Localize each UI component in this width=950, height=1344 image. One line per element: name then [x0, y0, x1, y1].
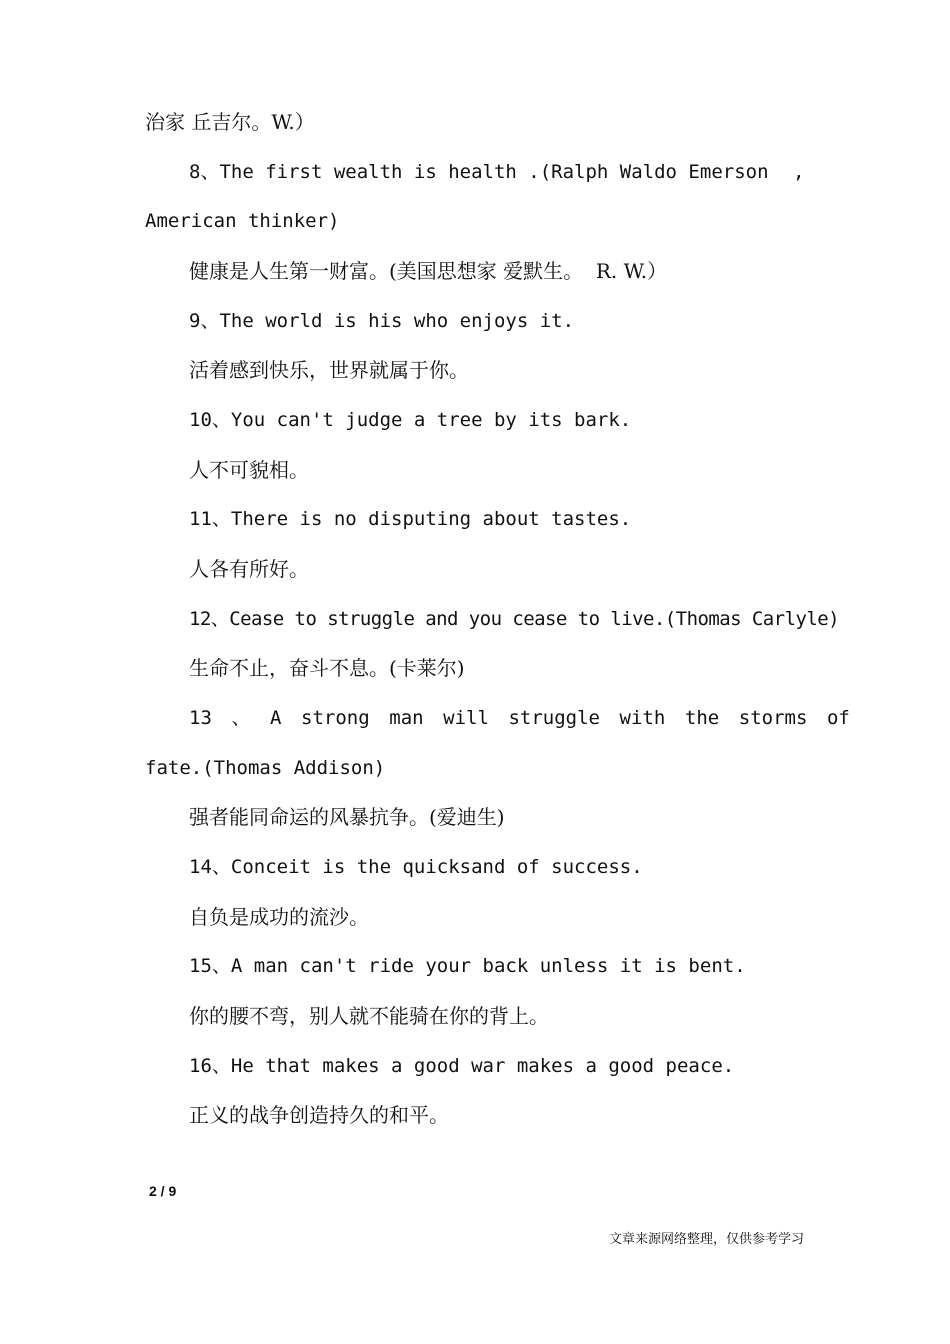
- word: 13: [189, 707, 212, 729]
- quote-8-chinese: 健康是人生第一财富。(美国思想家 爱默生。 R. W.）: [189, 259, 668, 283]
- quote-13-chinese: 强者能同命运的风暴抗争。(爱迪生): [189, 805, 505, 829]
- quote-12-chinese: 生命不止，奋斗不息。(卡莱尔): [189, 656, 465, 680]
- quote-15-chinese: 你的腰不弯，别人就不能骑在你的背上。: [189, 1004, 549, 1028]
- quote-8-comma: ,: [793, 161, 805, 183]
- word: struggle: [508, 707, 600, 729]
- quote-9-english: 9、The world is his who enjoys it.: [189, 310, 575, 332]
- word: man: [389, 707, 424, 729]
- footer-note: 文章来源网络整理，仅供参考学习: [608, 1232, 804, 1247]
- word: with: [619, 707, 666, 729]
- quote-16-chinese: 正义的战争创造持久的和平。: [189, 1103, 449, 1127]
- quote-8-english-continued: American thinker): [145, 210, 340, 232]
- quote-11-english: 11、There is no disputing about tastes.: [189, 508, 632, 530]
- word: the: [684, 707, 720, 729]
- quote-12-english: 12、Cease to struggle and you cease to live.(Thomas Carlyle): [189, 608, 840, 630]
- word: storms: [738, 707, 808, 729]
- quote-10-english: 10、You can't judge a tree by its bark.: [189, 409, 632, 431]
- quote-13-english-continued: fate.(Thomas Addison): [145, 757, 386, 779]
- quote-15-english: 15、A man can't ride your back unless it is bent.: [189, 955, 746, 977]
- text-line: 治家 丘吉尔。W.）: [145, 110, 315, 134]
- quote-13-english: [189, 705, 850, 731]
- word: A: [270, 707, 282, 729]
- word: 、: [231, 707, 251, 729]
- quote-16-english: 16、He that makes a good war makes a good peace.: [189, 1055, 735, 1077]
- quote-11-chinese: 人各有所好。: [189, 557, 309, 581]
- quote-9-chinese: 活着感到快乐，世界就属于你。: [189, 358, 469, 382]
- word: will: [443, 707, 489, 729]
- quote-14-chinese: 自负是成功的流沙。: [189, 905, 369, 929]
- page-number: 2 / 9: [149, 1183, 177, 1199]
- word: strong: [301, 707, 370, 729]
- quote-10-chinese: 人不可貌相。: [189, 458, 309, 482]
- word: of: [826, 707, 850, 729]
- quote-8-english: 8、The first wealth is health .(Ralph Waldo Emerson: [189, 161, 769, 183]
- quote-14-english: 14、Conceit is the quicksand of success.: [189, 856, 643, 878]
